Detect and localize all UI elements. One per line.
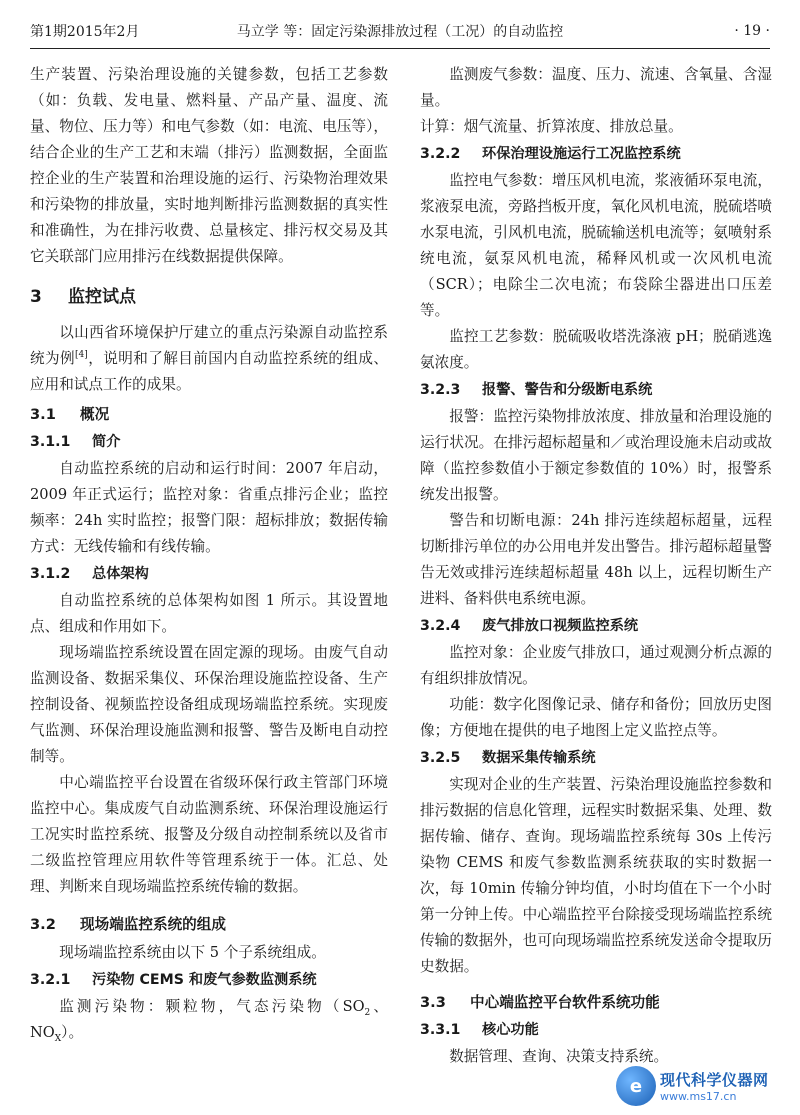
section-3-3-1-paragraph: 数据管理、查询、决策支持系统。 bbox=[449, 1048, 669, 1065]
watermark-name: 现代科学仪器网 bbox=[660, 1071, 769, 1089]
issue-date: 第1期2015年2月 bbox=[30, 24, 140, 40]
section-title: 环保治理设施运行工况监控系统 bbox=[482, 146, 681, 162]
running-header bbox=[30, 14, 770, 49]
section-title: 废气排放口视频监控系统 bbox=[482, 618, 639, 634]
page-number: · 19 · bbox=[734, 23, 770, 39]
section-number: 3 bbox=[30, 287, 42, 307]
section-3-1-2-paragraph-3: 中心端监控平台设置在省级环保行政主管部门环境监控中心。集成废气自动监测系统、环保治理设施运行工况实时监控系统、报警及分级自动控制系统以及省市二级监控管理应用软件等管理系统于一体。汇总、处理、判断来自现场端监控系统传输的数据。 bbox=[30, 774, 388, 895]
section-title: 监控试点 bbox=[68, 287, 136, 307]
section-3-2-5-paragraph: 实现对企业的生产装置、污染治理设施监控参数和排污数据的信息化管理，远程实时数据采集、处理、数据传输、储存、查询。现场端监控系统每 30s 上传污染物 CEMS 和废气参数监测系统获取的实时数据一次，每 10min 传输分钟均值，小时均值在下一个小时第一分钟上传。中心端监控平台除接受现场端监控系统传输的数据外，也可向现场端监控系统发送命令提取历史数据。 bbox=[420, 776, 772, 975]
section-number: 3.2.1 bbox=[30, 972, 71, 988]
section-3-3-1-heading bbox=[420, 1018, 772, 1042]
section-3-1-1-heading bbox=[30, 430, 388, 454]
section-title: 总体架构 bbox=[92, 566, 149, 582]
subscript: X bbox=[54, 1033, 62, 1044]
site-watermark[interactable] bbox=[616, 1063, 786, 1109]
section-3-2-1-heading bbox=[30, 968, 388, 992]
section-3-2-4-paragraph-2: 功能：数字化图像记录、储存和备份；回放历史图像；方便地在提供的电子地图上定义监控点等。 bbox=[420, 696, 772, 739]
section-title: 污染物 CEMS 和废气参数监测系统 bbox=[92, 972, 317, 988]
section-3-2-2-paragraph-1: 监控电气参数：增压风机电流，浆液循环泵电流，浆液泵电流，旁路挡板开度，氧化风机电流，脱硫塔喷水泵电流，引风机电流，脱硫输送机电流等；氨喷射系统电流，氨泵风机电流，稀释风机或一次风机电流（SCR）；电除尘二次电流；布袋除尘器进出口压差等。 bbox=[420, 172, 772, 319]
section-number: 3.3.1 bbox=[420, 1022, 461, 1038]
section-3-paragraph bbox=[30, 320, 388, 398]
section-title: 报警、警告和分级断电系统 bbox=[482, 382, 653, 398]
paragraph-text: 、NO bbox=[30, 998, 388, 1041]
section-3-2-4-heading bbox=[420, 614, 772, 638]
section-3-2-2-heading bbox=[420, 142, 772, 166]
citation-ref[interactable]: [4] bbox=[75, 350, 88, 361]
section-number: 3.2 bbox=[30, 916, 56, 933]
section-number: 3.2.5 bbox=[420, 750, 461, 766]
right-column bbox=[420, 62, 772, 1070]
section-3-2-paragraph: 现场端监控系统由以下 5 个子系统组成。 bbox=[59, 944, 326, 961]
section-3-2-3-heading bbox=[420, 378, 772, 402]
section-number: 3.1.2 bbox=[30, 566, 71, 582]
paragraph-text: 监测污染物：颗粒物，气态污染物（SO bbox=[59, 998, 365, 1015]
continued-paragraph-1: 监测废气参数：温度、压力、流速、含氧量、含湿量。 bbox=[420, 66, 772, 109]
section-number: 3.1.1 bbox=[30, 434, 71, 450]
section-3-3-heading bbox=[420, 990, 772, 1016]
section-title: 现场端监控系统的组成 bbox=[80, 916, 226, 933]
running-title: 马立学 等：固定污染源排放过程（工况）的自动监控 bbox=[236, 24, 564, 40]
section-title: 核心功能 bbox=[482, 1022, 539, 1038]
section-3-1-1-paragraph: 自动监控系统的启动和运行时间：2007 年启动，2009 年正式运行；监控对象：省重点排污企业；监控频率：24h 实时监控；报警门限：超标排放；数据传输方式：无线传输和有线传输。 bbox=[30, 460, 388, 555]
section-number: 3.1 bbox=[30, 406, 56, 423]
subscript: 2 bbox=[364, 1007, 371, 1018]
paragraph-text: 以山西省环境保护厅建立的重点污染源自动监控系统为例 bbox=[30, 324, 388, 367]
section-3-2-5-heading bbox=[420, 746, 772, 770]
section-title: 数据采集传输系统 bbox=[482, 750, 596, 766]
section-title: 概况 bbox=[80, 406, 110, 423]
section-3-2-2-paragraph-2: 监控工艺参数：脱硫吸收塔洗涤液 pH；脱硝逃逸氨浓度。 bbox=[420, 328, 772, 371]
section-number: 3.2.2 bbox=[420, 146, 461, 162]
paragraph-text: ，说明和了解目前国内自动监控系统的组成、应用和试点工作的成果。 bbox=[30, 350, 388, 393]
watermark-text bbox=[660, 1069, 769, 1103]
section-3-2-3-paragraph-1: 报警：监控污染物排放浓度、排放量和治理设施的运行状况。在排污超标超量和／或治理设施未启动或故障（监控参数值小于额定参数值的 10%）时，报警系统发出报警。 bbox=[420, 408, 772, 503]
section-title: 简介 bbox=[92, 434, 121, 450]
section-number: 3.2.3 bbox=[420, 382, 461, 398]
section-number: 3.2.4 bbox=[420, 618, 461, 634]
section-3-2-4-paragraph-1: 监控对象：企业废气排放口，通过观测分析点源的有组织排放情况。 bbox=[420, 644, 772, 687]
section-number: 3.3 bbox=[420, 994, 446, 1011]
section-3-1-heading bbox=[30, 402, 388, 428]
section-3-2-3-paragraph-2: 警告和切断电源：24h 排污连续超标超量，远程切断排污单位的办公用电并发出警告。排污超标超量警告无效或排污连续超标超量 48h 以上，远程切断生产进料、备料供电系统电源。 bbox=[420, 512, 772, 607]
continued-paragraph-2: 计算：烟气流量、折算浓度、排放总量。 bbox=[420, 118, 683, 135]
paragraph-text: ）。 bbox=[61, 1024, 84, 1041]
left-column bbox=[30, 62, 388, 1046]
globe-logo-icon: e bbox=[616, 1066, 656, 1106]
section-3-2-1-paragraph bbox=[30, 994, 388, 1046]
section-3-heading bbox=[30, 284, 388, 310]
section-3-2-heading bbox=[30, 912, 388, 938]
intro-paragraph: 生产装置、污染治理设施的关键参数，包括工艺参数（如：负载、发电量、燃料量、产品产量、温度、流量、物位、压力等）和电气参数（如：电流、电压等），结合企业的生产工艺和末端（排污）监测数据，全面监控企业的生产装置和治理设施的运行、污染物治理效果和污染物的排放量，实时地判断排污监测数据的真实性和准确性，为在排污收费、总量核定、排污权交易及其它关联部门应用排污在线数据提供保障。 bbox=[30, 66, 388, 265]
section-3-1-2-paragraph-2: 现场端监控系统设置在固定源的现场。由废气自动监测设备、数据采集仪、环保治理设施监控设备、生产控制设备、视频监控设备组成现场端监控系统。实现废气监测、环保治理设施监测和报警、警告及断电自动控制等。 bbox=[30, 644, 388, 765]
section-3-1-2-paragraph-1: 自动监控系统的总体架构如图 1 所示。其设置地点、组成和作用如下。 bbox=[30, 592, 388, 635]
section-title: 中心端监控平台软件系统功能 bbox=[470, 994, 660, 1011]
section-3-1-2-heading bbox=[30, 562, 388, 586]
watermark-url: www.ms17.cn bbox=[660, 1090, 737, 1103]
